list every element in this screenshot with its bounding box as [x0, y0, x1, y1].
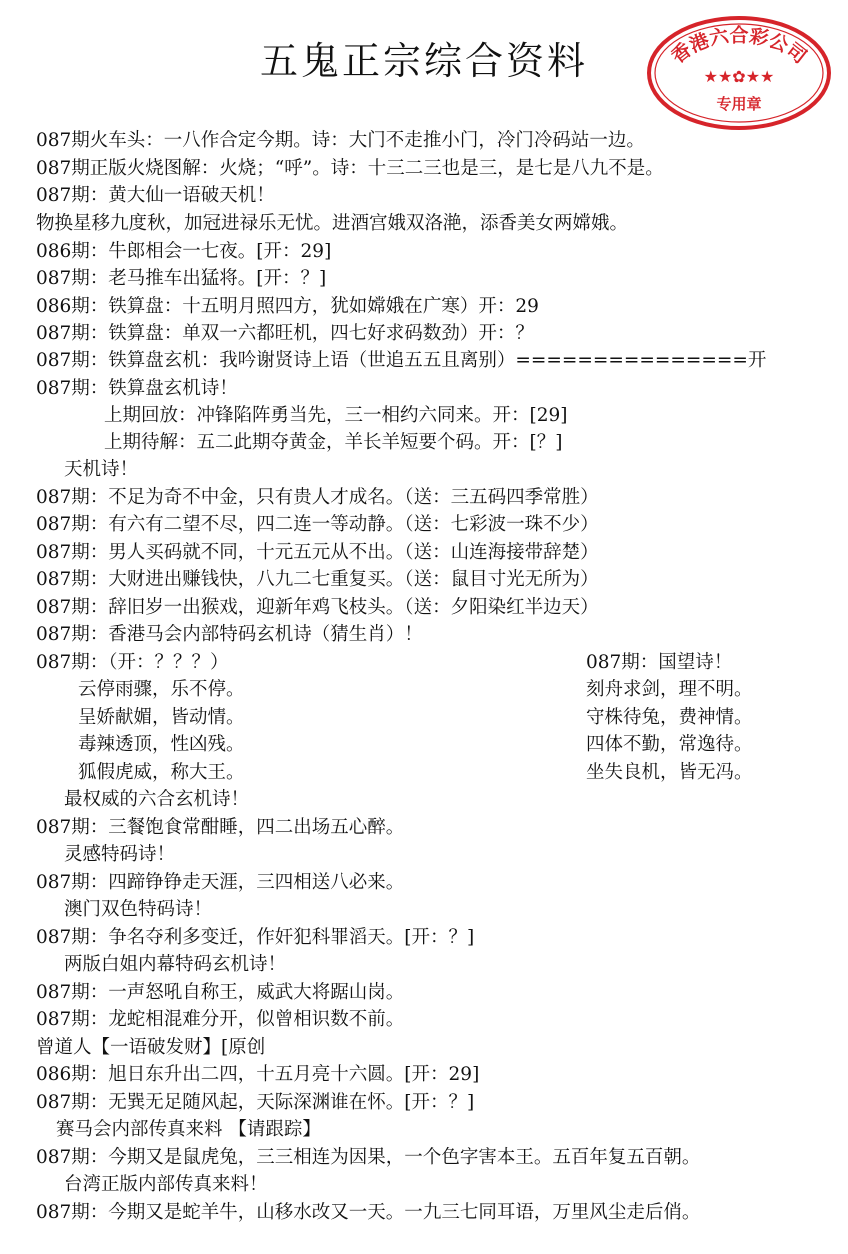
text-line: 087期：今期又是蛇羊牛，山移水改又一天。一九三七同耳语，万里风尘走后俏。	[36, 1202, 701, 1223]
right-column-line: 坐失良机，皆无冯。	[586, 762, 753, 783]
text-line: 上期回放：冲锋陷阵勇当先，三一相约六同来。开：[29]	[104, 405, 568, 426]
text-line: 赛马会内部传真来料 【请跟踪】	[56, 1119, 321, 1140]
text-line: 086期：铁算盘：十五明月照四方，犹如嫦娥在广寒）开：29	[36, 296, 539, 317]
text-line: 澳门双色特码诗！	[64, 899, 213, 920]
text-line: 086期：旭日东升出二四，十五月亮十六圆。[开：29]	[36, 1064, 480, 1085]
text-line: 087期：一声怒吼自称王，威武大将踞山岗。	[36, 982, 405, 1003]
text-line: 087期：男人买码就不同，十元五元从不出。（送：山连海接带辞楚）	[36, 542, 599, 563]
text-line: 087期：不足为奇不中金，只有贵人才成名。（送：三五码四季常胜）	[36, 487, 599, 508]
text-line: 087期：老马推车出猛将。[开：？]	[36, 268, 327, 289]
text-line: 物换星移九度秋，加冠进禄乐无忧。进酒宫娥双洛滟，添香美女两嫦娥。	[36, 213, 629, 234]
right-column-line: 四体不勤，常逸待。	[586, 734, 753, 755]
text-line: 台湾正版内部传真来料！	[64, 1174, 268, 1195]
text-line: 灵感特码诗！	[64, 844, 176, 865]
text-line: 087期：香港马会内部特码玄机诗（猜生肖）！	[36, 624, 423, 645]
text-line: 087期：三餐饱食常酣睡，四二出场五心醉。	[36, 817, 405, 838]
text-line: 087期正版火烧图解：火烧；“呼”。诗：十三二三也是三，是七是八九不是。	[36, 158, 664, 179]
text-line: 云停雨骤，乐不停。	[78, 679, 245, 700]
text-line: 曾道人【一语破发财】[原创	[36, 1037, 266, 1058]
text-line: 087期：铁算盘：单双一六都旺机，四七好求码数劲）开：？	[36, 323, 534, 344]
text-line: 087期：（开：？？？）	[36, 652, 229, 673]
text-line: 087期：今期又是鼠虎兔，三三相连为因果，一个色字害本王。五百年复五百朝。	[36, 1147, 701, 1168]
text-line: 087期：龙蛇相混难分开，似曾相识数不前。	[36, 1009, 405, 1030]
text-line: 087期：争名夺利多变迁，作奸犯科罪滔天。[开：？]	[36, 927, 475, 948]
right-column-line: 守株待兔，费神情。	[586, 707, 753, 728]
page-title: 五鬼正宗综合资料	[259, 39, 588, 83]
text-line: 087期火车头：一八作合定今期。诗：大门不走推小门，冷门冷码站一边。	[36, 130, 645, 151]
text-line: 毒辣透顶，性凶残。	[78, 734, 245, 755]
seal-arc-text: 香港六合彩公司	[667, 24, 811, 69]
seal-bottom-text: 专用章	[716, 95, 762, 113]
text-line: 087期：铁算盘玄机：我吟谢贤诗上语（世追五五且离别）===============开	[36, 350, 767, 371]
text-line: 两版白姐内幕特码玄机诗！	[64, 954, 287, 975]
text-line: 087期：有六有二望不尽，四二连一等动静。（送：七彩波一珠不少）	[36, 514, 599, 535]
text-line: 呈娇献媚，皆动情。	[78, 707, 245, 728]
text-line: 087期：无巽无足随风起，天际深渊谁在怀。[开：？]	[36, 1092, 475, 1113]
right-column-line: 刻舟求剑，理不明。	[586, 679, 753, 700]
text-line: 087期：黄大仙一语破天机！	[36, 185, 275, 206]
seal-stamp	[644, 14, 834, 132]
right-column-line: 087期：国望诗！	[586, 652, 733, 673]
text-line: 087期：四蹄铮铮走天涯，三四相送八必来。	[36, 872, 405, 893]
text-line: 087期：大财进出赚钱快，八九二七重复买。（送：鼠目寸光无所为）	[36, 569, 599, 590]
seal-stars: ★★✿★★	[703, 67, 775, 86]
text-line: 上期待解：五二此期夺黄金，羊长羊短要个码。开：[？]	[104, 432, 563, 453]
text-line: 狐假虎威，称大王。	[78, 762, 245, 783]
text-line: 最权威的六合玄机诗！	[64, 789, 250, 810]
text-line: 086期：牛郎相会一七夜。[开：29]	[36, 241, 332, 262]
text-line: 天机诗！	[64, 459, 139, 480]
text-line: 087期：辞旧岁一出猴戏，迎新年鸡飞枝头。（送：夕阳染红半边天）	[36, 597, 599, 618]
text-line: 087期：铁算盘玄机诗！	[36, 378, 238, 399]
